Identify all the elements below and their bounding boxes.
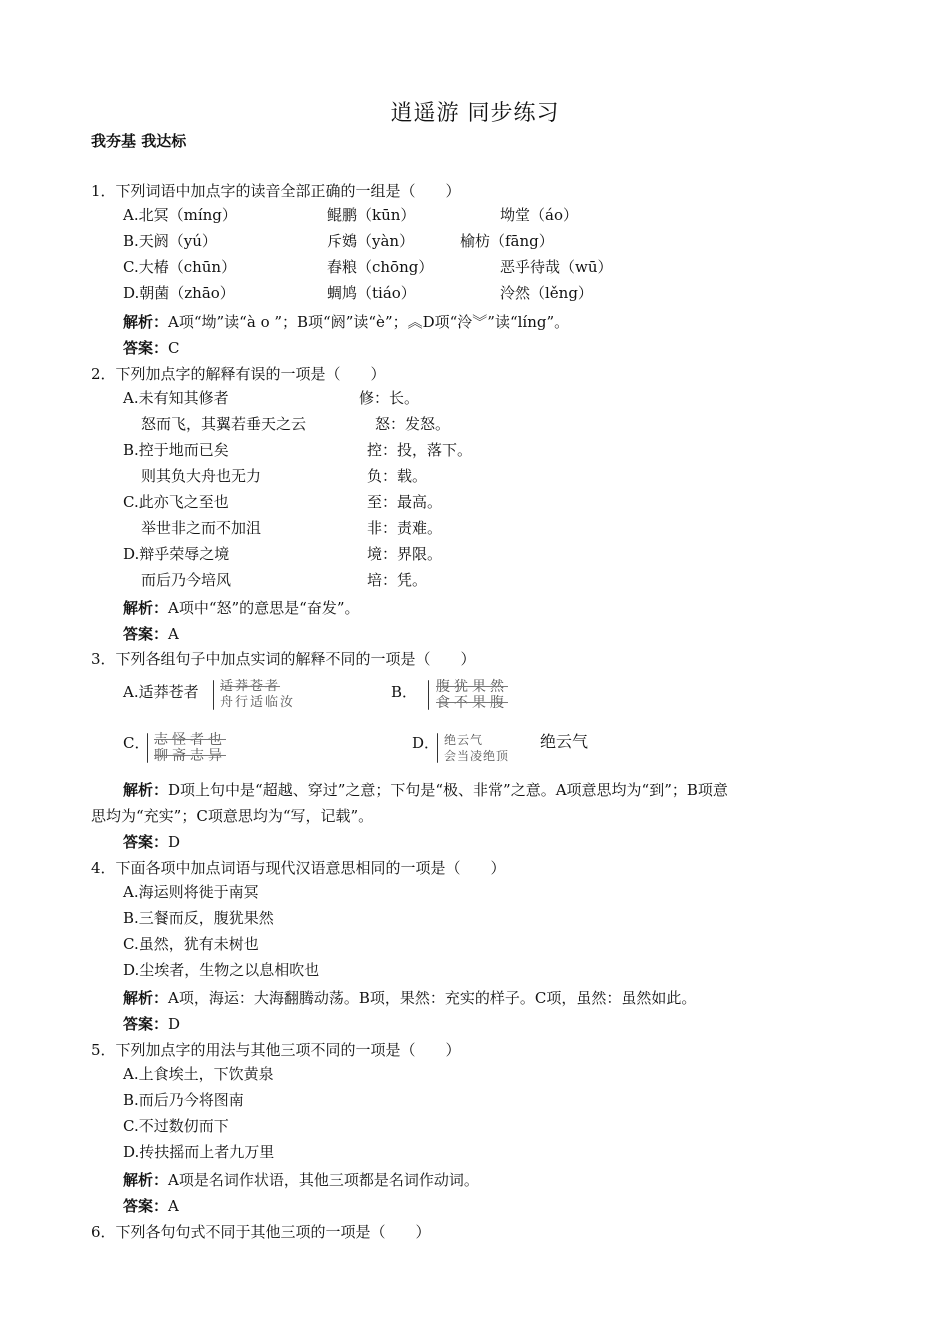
q3-c-label: C．	[123, 734, 150, 752]
answer-label: 答案：	[123, 1015, 169, 1033]
q1-d-2: 蜩鸠（tiáo）	[327, 284, 416, 302]
analysis-text: A项，海运：大海翻腾动荡。B项，果然：充实的样子。C项，虽然：虽然如此。	[168, 989, 697, 1007]
q2-explanation: 非：责难。	[367, 519, 443, 537]
q1-option-c	[123, 257, 823, 277]
answer-text: C	[168, 339, 180, 357]
q1-b-3: 榆枋（fāng）	[460, 232, 554, 250]
q5-option-b: B.而后乃今将图南	[123, 1091, 244, 1109]
answer-text: D	[168, 833, 181, 851]
q1-a-1: A.北冥（míng）	[123, 206, 237, 224]
q2-row-6	[141, 518, 841, 538]
q3-b-brace	[428, 680, 429, 710]
analysis-text: A项“坳”读“à o ”；B项“阏”读“è”；︽D项“泠︾”读“líng”。	[168, 313, 570, 331]
q1-stem: 1．下列词语中加点字的读音全部正确的一组是（ ）	[91, 182, 461, 200]
q3-b-bottom: 食不果腹	[436, 695, 508, 711]
q3-a-label: A.适莽苍者	[123, 683, 199, 701]
q5-option-d: D.抟扶摇而上者九万里	[123, 1143, 275, 1161]
q3-d-label: D．	[412, 734, 440, 752]
q2-explanation: 至：最高。	[367, 493, 443, 511]
q2-row-1	[123, 388, 823, 408]
q3-a-bottom: 舟行适临汝	[220, 695, 296, 710]
q2-sentence: B.控于地而已矣	[123, 441, 229, 459]
answer-label: 答案：	[123, 625, 169, 643]
analysis-label: 解析：	[123, 989, 169, 1007]
q3-d-extra: 绝云气	[540, 732, 589, 751]
q3-a-brace	[213, 680, 214, 710]
q2-sentence: 怒而飞，其翼若垂天之云	[141, 415, 307, 433]
q3-d-brace	[437, 733, 438, 763]
q3-answer	[123, 832, 180, 852]
q3-analysis-1	[123, 780, 728, 800]
q2-explanation: 控：投，落下。	[367, 441, 473, 459]
answer-label: 答案：	[123, 339, 169, 357]
q2-sentence: 举世非之而不加沮	[141, 519, 262, 537]
q1-option-b	[123, 231, 823, 251]
answer-text: D	[168, 1015, 181, 1033]
q3-b-label: B．	[391, 683, 418, 701]
q4-option-b: B.三餐而反，腹犹果然	[123, 909, 274, 927]
q2-sentence: A.未有知其修者	[123, 389, 229, 407]
q3-analysis-2: 思均为“充实”；C项意思均为“写，记载”。	[91, 807, 374, 825]
q5-option-c: C.不过数仞而下	[123, 1117, 229, 1135]
q2-explanation: 培：凭。	[367, 571, 428, 589]
q3-c-brace	[147, 733, 148, 763]
q2-row-7	[123, 544, 823, 564]
analysis-label: 解析：	[123, 1171, 169, 1189]
q2-row-5	[123, 492, 823, 512]
q4-option-d: D.尘埃者，生物之以息相吹也	[123, 961, 320, 979]
analysis-text: A项中“怒”的意思是“奋发”。	[168, 599, 360, 617]
q2-analysis	[123, 598, 360, 618]
q4-answer	[123, 1014, 180, 1034]
q1-analysis	[123, 312, 569, 332]
q5-analysis	[123, 1170, 479, 1190]
q1-b-1: B.天阏（yú）	[123, 232, 217, 250]
q4-stem: 4．下面各项中加点词语与现代汉语意思相同的一项是（ ）	[91, 859, 506, 877]
q2-row-8	[141, 570, 841, 590]
analysis-text: D项上句中是“超越、穿过”之意；下句是“极、非常”之意。A项意思均为“到”；B项意	[168, 781, 728, 799]
q2-sentence: 则其负大舟也无力	[141, 467, 262, 485]
q1-c-2: 舂粮（chōng）	[327, 258, 434, 276]
q6-stem: 6．下列各句句式不同于其他三项的一项是（ ）	[91, 1223, 431, 1241]
q1-b-2: 斥鴳（yàn）	[327, 232, 415, 250]
q1-d-3: 泠然（lěng）	[500, 284, 593, 302]
q3-c-bottom: 聊斋志异	[154, 748, 226, 764]
q3-stem: 3．下列各组句子中加点实词的解释不同的一项是（ ）	[91, 650, 476, 668]
q4-option-c: C.虽然，犹有未树也	[123, 935, 259, 953]
q2-explanation: 境：界限。	[367, 545, 443, 563]
q3-a-top: 适莽苍者	[220, 679, 281, 694]
analysis-label: 解析：	[123, 313, 169, 331]
q2-stem: 2．下列加点字的解释有误的一项是（ ）	[91, 365, 386, 383]
q3-d-bottom: 会当凌绝顶	[444, 749, 510, 763]
q1-c-1: C.大椿（chūn）	[123, 258, 237, 276]
q2-row-3	[123, 440, 823, 460]
q3-b-top: 腹犹果然	[436, 679, 508, 695]
section-heading: 我夯基 我达标	[91, 132, 187, 150]
q1-option-d	[123, 283, 823, 303]
q3-c-top: 志怪者也	[154, 732, 226, 748]
q1-a-2: 鲲鹏（kūn）	[327, 206, 416, 224]
q5-stem: 5．下列加点字的用法与其他三项不同的一项是（ ）	[91, 1041, 461, 1059]
analysis-label: 解析：	[123, 599, 169, 617]
q2-explanation: 修：长。	[359, 389, 420, 407]
q2-explanation: 怒：发怒。	[375, 415, 451, 433]
q2-sentence: C.此亦飞之至也	[123, 493, 229, 511]
answer-label: 答案：	[123, 833, 169, 851]
q1-c-3: 恶乎待哉（wū）	[500, 258, 613, 276]
q5-answer	[123, 1196, 179, 1216]
q2-answer	[123, 624, 179, 644]
q1-a-3: 坳堂（áo）	[500, 206, 578, 224]
answer-text: A	[168, 1197, 179, 1215]
q4-analysis	[123, 988, 696, 1008]
analysis-text: A项是名词作状语，其他三项都是名词作动词。	[168, 1171, 479, 1189]
q2-sentence: 而后乃今培风	[141, 571, 232, 589]
q2-sentence: D.辩乎荣辱之境	[123, 545, 230, 563]
q2-explanation: 负：载。	[367, 467, 428, 485]
answer-label: 答案：	[123, 1197, 169, 1215]
q3-d-top: 绝云气	[444, 733, 484, 747]
analysis-label: 解析：	[123, 781, 169, 799]
page-title: 逍遥游 同步练习	[390, 101, 560, 126]
q2-row-4	[141, 466, 841, 486]
q1-answer	[123, 338, 180, 358]
q2-row-2	[141, 414, 841, 434]
q4-option-a: A.海运则将徙于南冥	[123, 883, 259, 901]
q5-option-a: A.上食埃土，下饮黄泉	[123, 1065, 274, 1083]
q1-option-a	[123, 205, 823, 225]
answer-text: A	[168, 625, 179, 643]
q1-d-1: D.朝菌（zhāo）	[123, 284, 235, 302]
